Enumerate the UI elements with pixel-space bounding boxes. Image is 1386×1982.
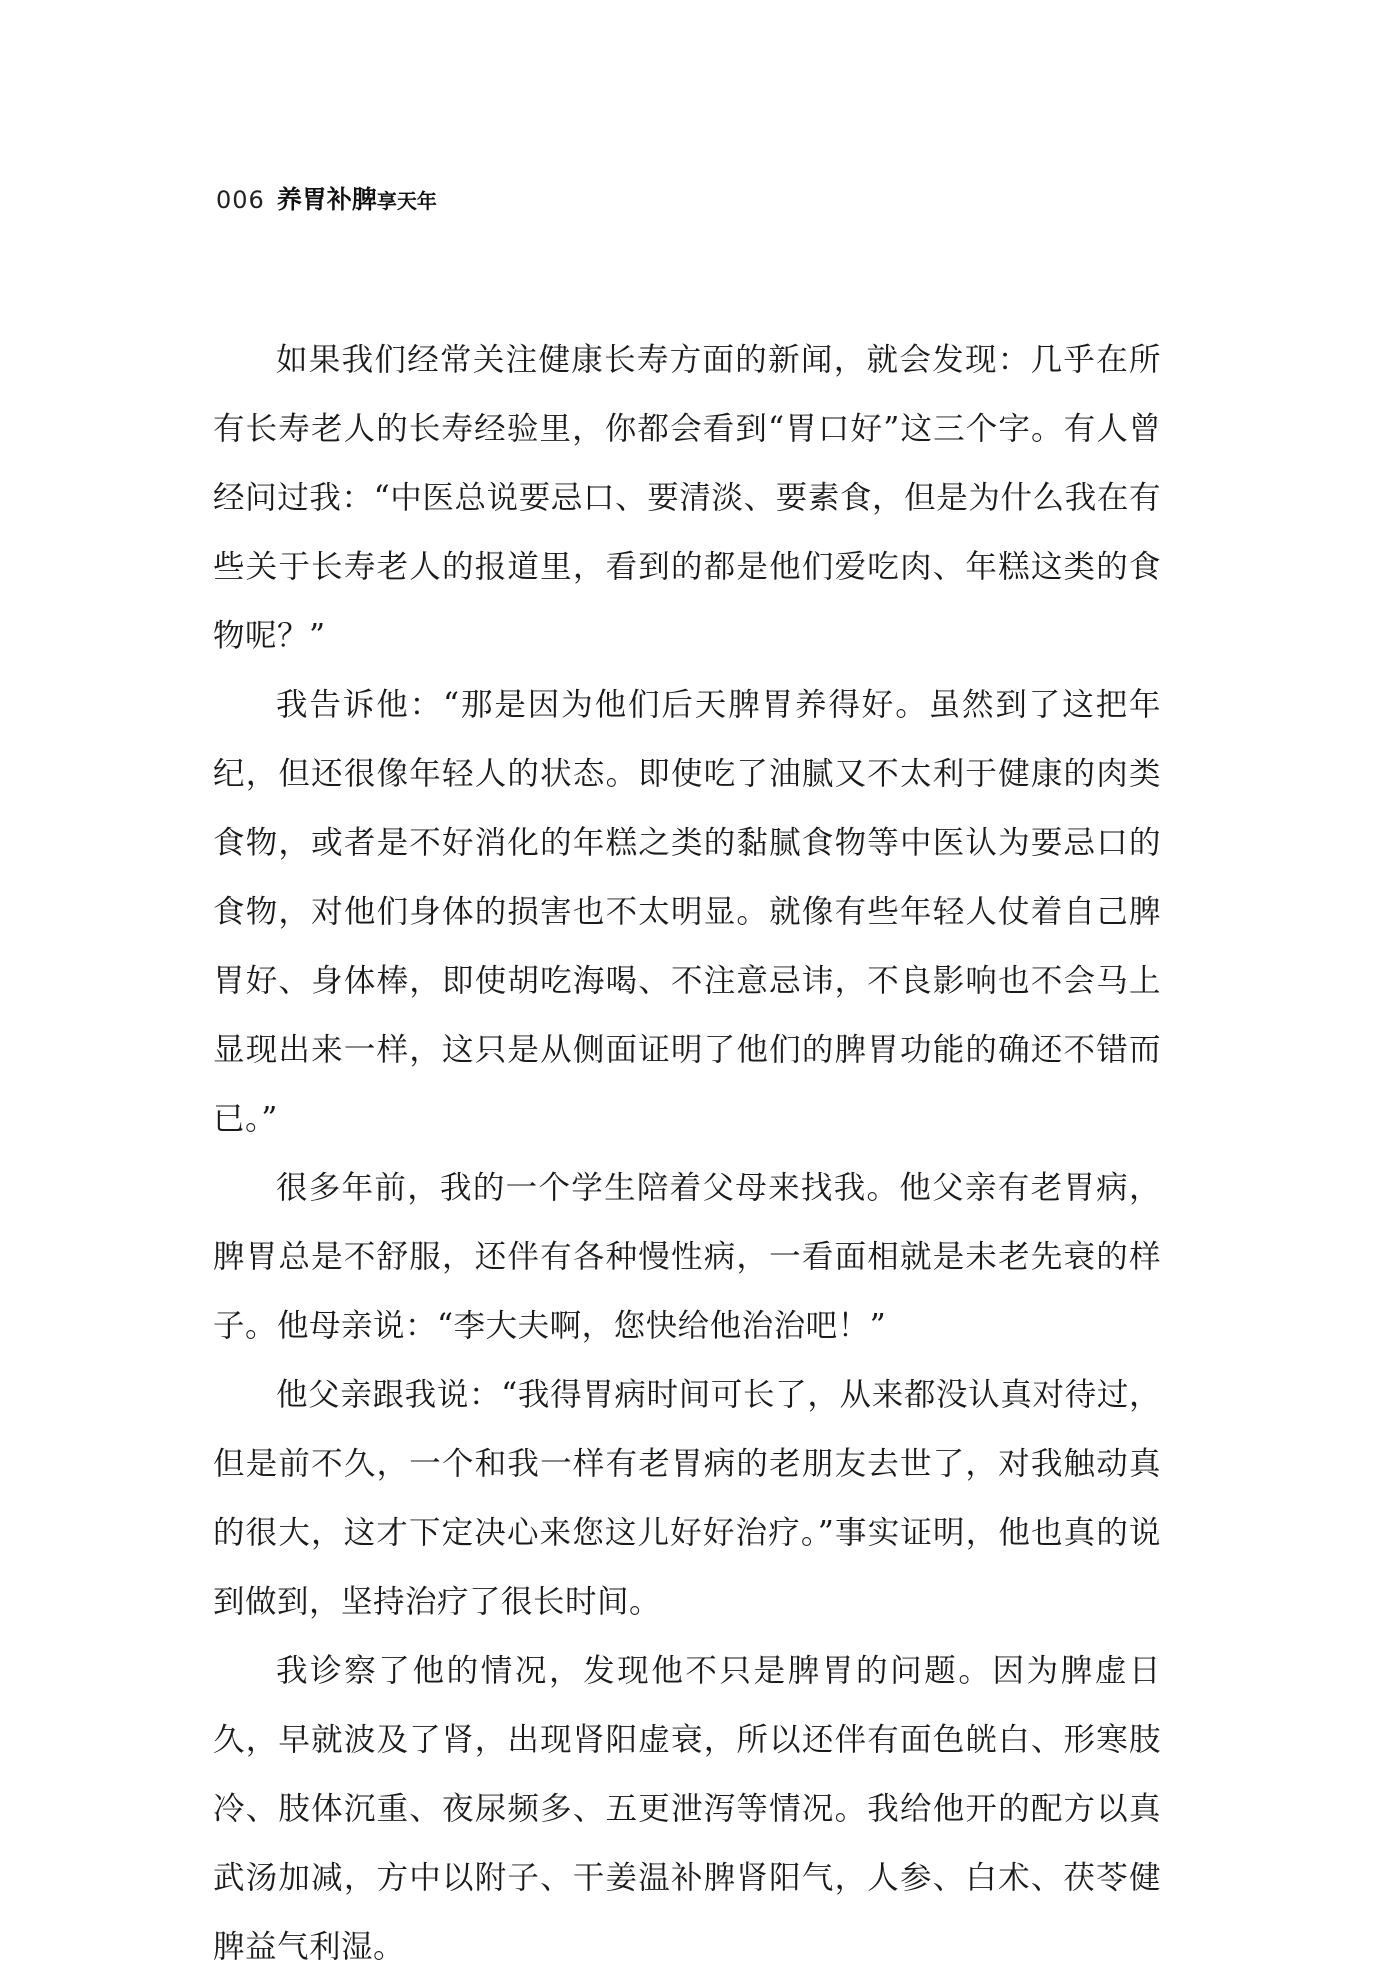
running-header xyxy=(216,180,437,216)
paragraph-3: 很多年前，我的一个学生陪着父母来找我。他父亲有老胃病，脾胃总是不舒服，还伴有各种慢性病，一看面相就是未老先衰的样子。他母亲说：“李大夫啊，您快给他治治吧！” xyxy=(213,1170,1161,1344)
body-text xyxy=(213,326,1161,1982)
book-subtitle: 享天年 xyxy=(376,189,437,213)
paragraph-5: 我诊察了他的情况，发现他不只是脾胃的问题。因为脾虚日久，早就波及了肾，出现肾阳虚衰，所以还伴有面色㿠白、形寒肢冷、肢体沉重、夜尿频多、五更泄泻等情况。我给他开的配方以真武汤加减，方中以附子、干姜温补脾肾阳气，人参、白术、茯苓健脾益气利湿。 xyxy=(213,1653,1161,1965)
paragraph-1: 如果我们经常关注健康长寿方面的新闻，就会发现：几乎在所有长寿老人的长寿经验里，你都会看到“胃口好”这三个字。有人曾经问过我：“中医总说要忌口、要清淡、要素食，但是为什么我在有些关于长寿老人的报道里，看到的都是他们爱吃肉、年糕这类的食物呢？” xyxy=(213,342,1161,654)
paragraph-2: 我告诉他：“那是因为他们后天脾胃养得好。虽然到了这把年纪，但还很像年轻人的状态。即使吃了油腻又不太利于健康的肉类食物，或者是不好消化的年糕之类的黏腻食物等中医认为要忌口的食物，对他们身体的损害也不太明显。就像有些年轻人仗着自己脾胃好、身体棒，即使胡吃海喝、不注意忌讳，不良影响也不会马上显现出来一样，这只是从侧面证明了他们的脾胃功能的确还不错而已。” xyxy=(213,687,1161,1137)
paragraph-4: 他父亲跟我说：“我得胃病时间可长了，从来都没认真对待过，但是前不久，一个和我一样有老胃病的老朋友去世了，对我触动真的很大，这才下定决心来您这儿好好治疗。”事实证明，他也真的说到做到，坚持治疗了很长时间。 xyxy=(213,1377,1161,1620)
page-number: 006 xyxy=(216,186,265,214)
book-title: 养胃补脾 xyxy=(276,185,377,214)
